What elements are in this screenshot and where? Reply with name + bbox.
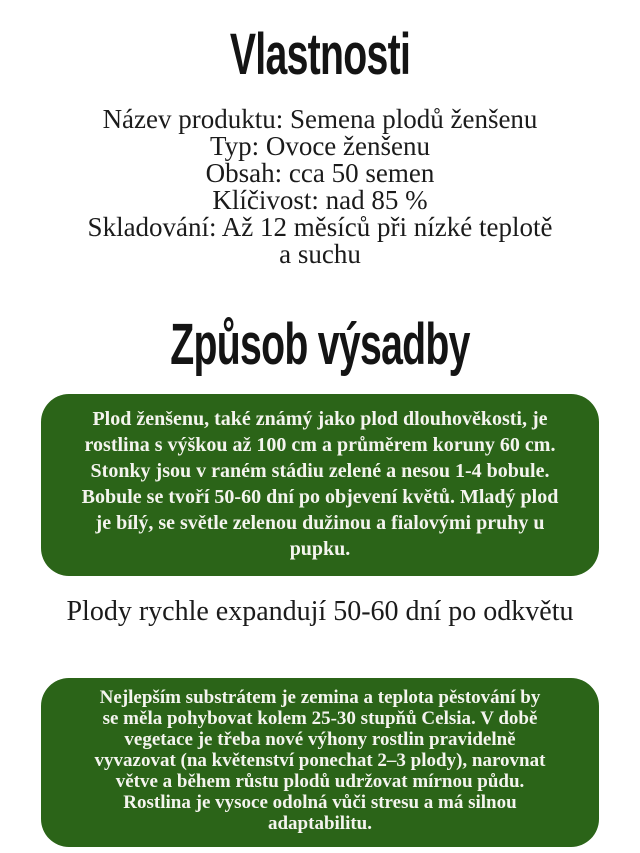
description-line: je bílý, se světle zelenou dužinou a fialovými pruhy u xyxy=(95,512,545,534)
substrate-line: adaptabilitu. xyxy=(267,813,372,834)
spec-line-type: Typ: Ovoce ženšenu xyxy=(209,131,431,161)
description-line: Stonky jsou v raném stádiu zelené a nesou 1-4 bobule. xyxy=(90,460,550,482)
spec-line-germination: Klíčivost: nad 85 % xyxy=(212,185,428,215)
substrate-line: se měla pohybovat kolem 25-30 stupňů Celsia. V době xyxy=(102,708,538,729)
substrate-info-box xyxy=(41,678,599,847)
description-line: Plod ženšenu, také známý jako plod dlouhověkosti, je xyxy=(92,408,548,430)
spec-line-product-name: Název produktu: Semena plodů ženšenu xyxy=(102,104,538,134)
substrate-line: Rostlina je vysoce odolná vůči stresu a má silnou xyxy=(123,792,517,813)
substrate-line: Nejlepším substrátem je zemina a teplota pěstování by xyxy=(99,687,541,708)
substrate-line: vegetace je třeba nové výhony rostlin pravidelně xyxy=(124,729,516,750)
properties-heading: Vlastnosti xyxy=(229,20,411,87)
spec-line-storage: Skladování: Až 12 měsíců při nízké teplotě xyxy=(87,212,553,242)
growth-note: Plody rychle expandují 50-60 dní po odkvětu xyxy=(66,596,574,627)
planting-heading: Způsob výsadby xyxy=(170,310,470,377)
description-line: Bobule se tvoří 50-60 dní po objevení květů. Mladý plod xyxy=(81,486,559,508)
plant-description-box xyxy=(41,394,599,576)
substrate-line: větve a během růstu plodů udržovat mírnou půdu. xyxy=(115,771,525,792)
product-specs xyxy=(0,106,640,268)
substrate-line: vyvazovat (na květenství ponechat 2–3 plody), narovnat xyxy=(94,750,546,771)
spec-line-content: Obsah: cca 50 semen xyxy=(205,158,435,188)
description-line: pupku. xyxy=(289,538,351,560)
spec-line-storage-wrap: a suchu xyxy=(279,239,361,269)
description-line: rostlina s výškou až 100 cm a průměrem koruny 60 cm. xyxy=(84,434,556,456)
